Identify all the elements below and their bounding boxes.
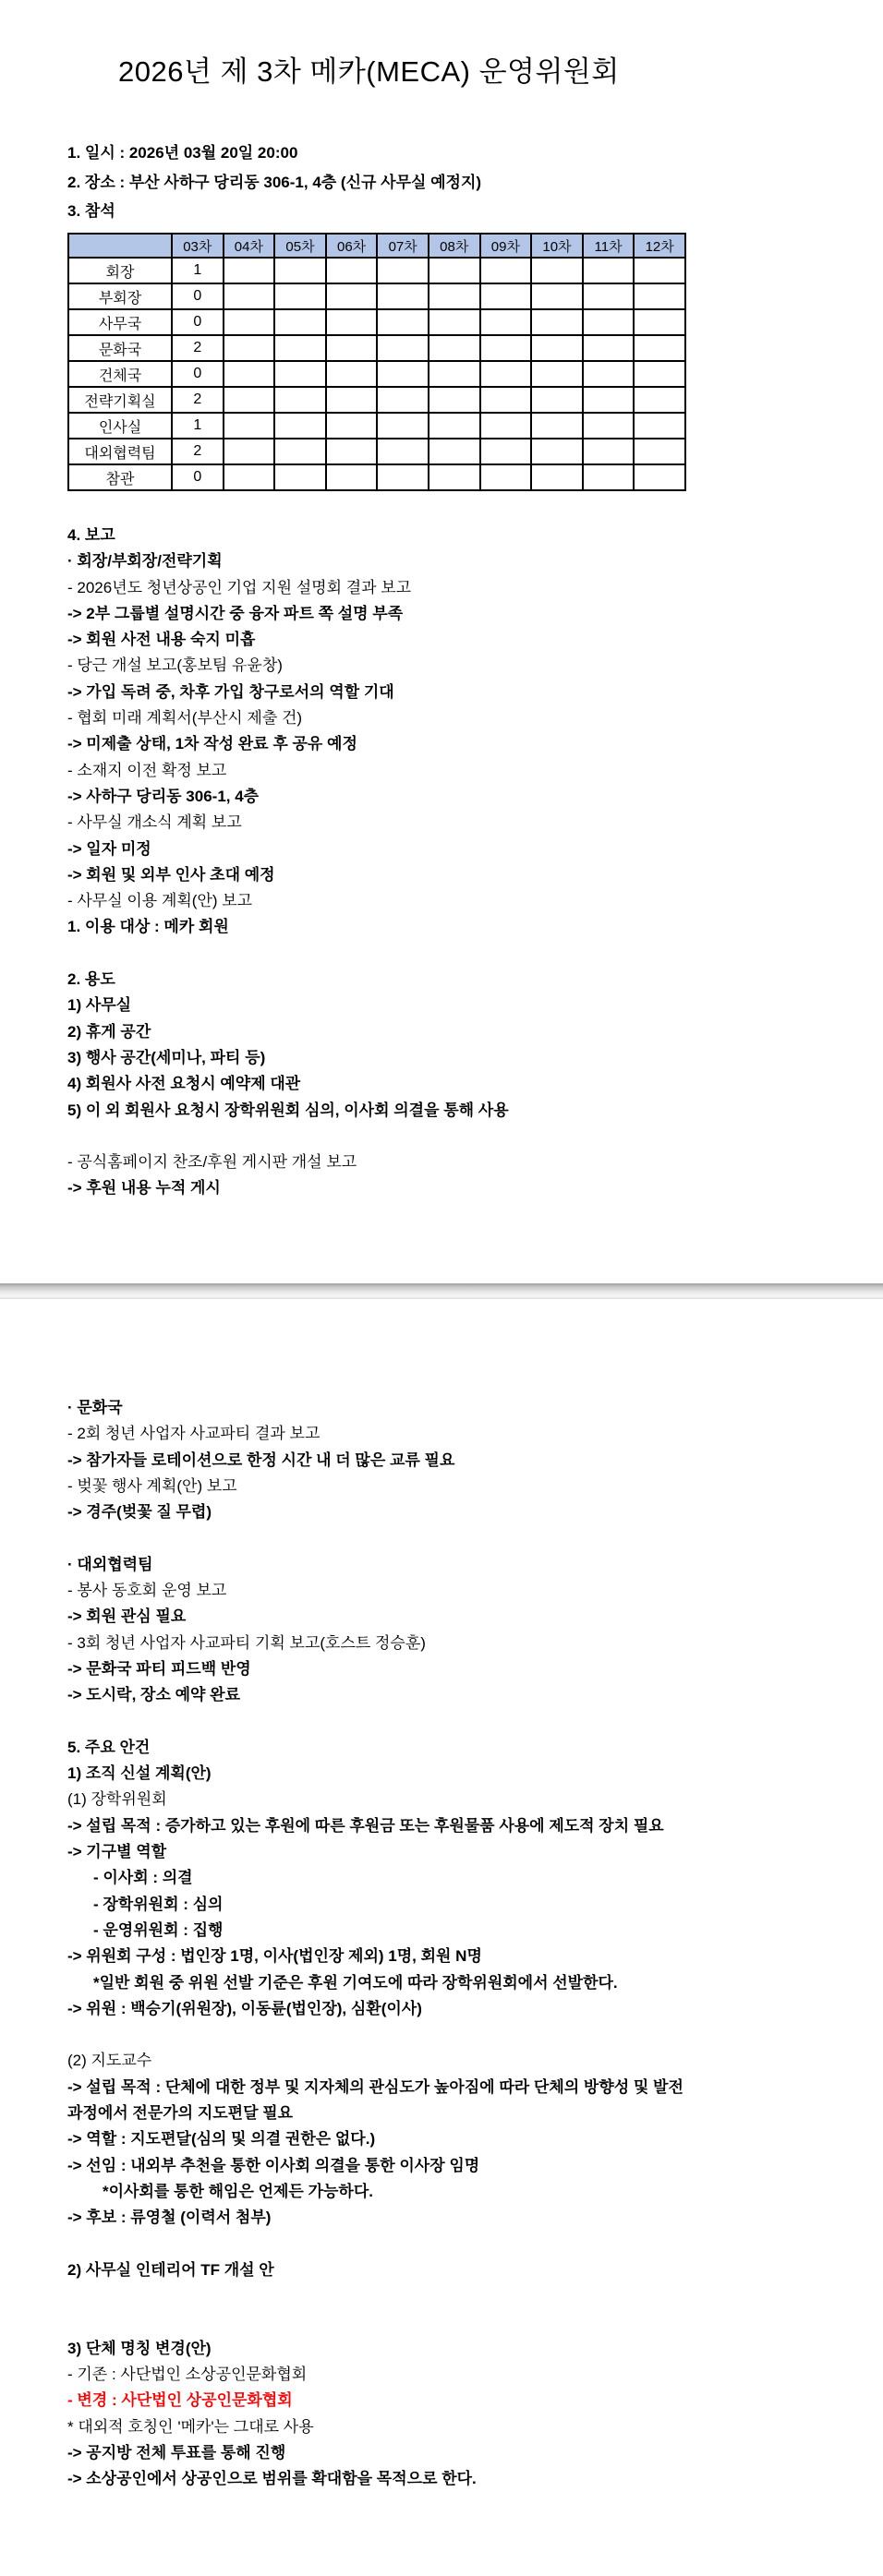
report-line: *일반 회원 중 위원 선발 기준은 후원 기여도에 따라 장학위원회에서 선발한다. xyxy=(93,1973,618,1992)
attendance-value-cell xyxy=(480,258,532,283)
attendance-header-cell: 09차 xyxy=(480,234,532,258)
attendance-value-cell xyxy=(583,283,635,309)
report-line: - 2회 청년 사업자 사교파티 결과 보고 xyxy=(67,1425,321,1443)
report-line: · 회장/부회장/전략기획 xyxy=(67,552,223,571)
attendance-value-cell xyxy=(326,335,378,361)
report-line: - 당근 개설 보고(홍보팀 유윤창) xyxy=(67,656,283,675)
attendance-value-cell xyxy=(531,258,583,283)
attendance-header-cell: 08차 xyxy=(429,234,480,258)
attendance-value-cell xyxy=(224,335,275,361)
attendance-value-cell xyxy=(274,335,326,361)
report-line: - 장학위원회 : 심의 xyxy=(93,1895,224,1913)
report-line: -> 역할 : 지도편달(심의 및 의결 권한은 없다.) xyxy=(67,2130,376,2149)
report-line: - 사무실 이용 계획(안) 보고 xyxy=(67,892,253,910)
attendance-value-cell xyxy=(224,283,275,309)
attendance-header-cell: 12차 xyxy=(634,234,685,258)
report-line: -> 회원 관심 필요 xyxy=(67,1607,187,1626)
attendance-value-cell xyxy=(583,387,635,413)
attendance-value-cell xyxy=(326,387,378,413)
report-line: · 문화국 xyxy=(67,1399,123,1416)
attendance-value-cell: 2 xyxy=(172,439,224,464)
attendance-value-cell xyxy=(634,387,685,413)
attendance-header-cell: 10차 xyxy=(531,234,583,258)
attendance-value-cell xyxy=(583,335,635,361)
attendance-value-cell xyxy=(377,258,429,283)
report-line: -> 회원 및 외부 인사 초대 예정 xyxy=(67,865,275,884)
attendance-value-cell xyxy=(274,439,326,464)
table-row xyxy=(68,387,685,413)
attendance-value-cell xyxy=(531,464,583,490)
report-line: -> 일자 미정 xyxy=(67,839,151,858)
report-line: (1) 장학위원회 xyxy=(67,1790,167,1809)
attendance-header-cell: 03차 xyxy=(172,234,224,258)
attendance-value-cell xyxy=(326,283,378,309)
report-line: - 이사회 : 의결 xyxy=(93,1869,193,1887)
row-label-cell: 참관 xyxy=(68,464,172,490)
attendance-value-cell xyxy=(531,309,583,335)
report-line: -> 설립 목적 : 단체에 대한 정부 및 지자체의 관심도가 높아짐에 따라 단체의 방향성 및 발전 xyxy=(67,2077,683,2096)
attendance-value-cell xyxy=(531,387,583,413)
blank-line xyxy=(67,1709,683,1735)
report-line: -> 참가자들 로테이션으로 한정 시간 내 더 많은 교류 필요 xyxy=(67,1451,455,1469)
table-row xyxy=(68,283,685,309)
report-line: -> 회원 사전 내용 숙지 미흡 xyxy=(67,631,256,649)
report-line: 2) 휴게 공간 xyxy=(67,1022,151,1041)
attendance-value-cell xyxy=(326,464,378,490)
attendance-value-cell xyxy=(274,387,326,413)
attendance-value-cell xyxy=(634,361,685,387)
attendance-value-cell xyxy=(429,413,480,439)
report-line: 과정에서 전문가의 지도편달 필요 xyxy=(67,2104,294,2123)
attendance-value-cell xyxy=(274,258,326,283)
attendance-value-cell: 1 xyxy=(172,258,224,283)
row-label-cell: 전략기획실 xyxy=(68,387,172,413)
attendance-value-cell: 0 xyxy=(172,283,224,309)
blank-line xyxy=(67,2283,683,2309)
attendance-value-cell: 2 xyxy=(172,335,224,361)
attendance-value-cell xyxy=(429,464,480,490)
table-row xyxy=(68,464,685,490)
attendance-value-cell xyxy=(224,439,275,464)
attendance-value-cell xyxy=(531,439,583,464)
row-label-cell: 문화국 xyxy=(68,335,172,361)
report-line: -> 사하구 당리동 306-1, 4층 xyxy=(67,787,260,805)
attendance-value-cell xyxy=(377,464,429,490)
attendance-value-cell: 0 xyxy=(172,309,224,335)
attendance-value-cell xyxy=(326,413,378,439)
report-line: 4. 보고 xyxy=(67,526,115,544)
attendance-value-cell xyxy=(326,309,378,335)
attendance-value-cell xyxy=(429,258,480,283)
attendance-header-cell: 05차 xyxy=(274,234,326,258)
table-row xyxy=(68,258,685,283)
attendance-value-cell xyxy=(429,309,480,335)
attendance-value-cell xyxy=(480,309,532,335)
attendance-value-cell xyxy=(377,335,429,361)
attendance-value-cell xyxy=(634,439,685,464)
report-line: -> 가입 독려 중, 차후 가입 창구로서의 역할 기대 xyxy=(67,682,394,701)
attendance-value-cell xyxy=(634,464,685,490)
report-line: 1. 이용 대상 : 메카 회원 xyxy=(67,918,229,936)
attendance-value-cell: 2 xyxy=(172,387,224,413)
report-line: - 봉사 동호회 운영 보고 xyxy=(67,1582,227,1600)
row-label-cell: 회장 xyxy=(68,258,172,283)
report-line: 1) 조직 신설 계획(안) xyxy=(67,1764,212,1783)
attendance-value-cell xyxy=(583,361,635,387)
attendance-value-cell xyxy=(377,413,429,439)
attendance-value-cell xyxy=(274,361,326,387)
attendance-value-cell xyxy=(224,258,275,283)
report-line: * 대외적 호칭인 '메카'는 그대로 사용 xyxy=(67,2417,314,2436)
attendance-value-cell xyxy=(583,413,635,439)
row-label-cell: 건체국 xyxy=(68,361,172,387)
attendance-body xyxy=(68,258,685,490)
meta-line: 3. 참석 xyxy=(67,202,115,220)
report-line: -> 설립 목적 : 증가하고 있는 후원에 따른 후원금 또는 후원물품 사용에 제도적 장치 필요 xyxy=(67,1816,664,1835)
attendance-value-cell xyxy=(531,361,583,387)
meta-line: 1. 일시 : 2026년 03월 20일 20:00 xyxy=(67,144,298,162)
page-break-separator xyxy=(0,1283,883,1299)
report-line: -> 2부 그룹별 설명시간 중 융자 파트 쪽 설명 부족 xyxy=(67,604,404,622)
attendance-value-cell xyxy=(274,413,326,439)
attendance-value-cell xyxy=(224,309,275,335)
attendance-value-cell xyxy=(377,309,429,335)
attendance-value-cell xyxy=(429,387,480,413)
report-line: 4) 회원사 사전 요청시 예약제 대관 xyxy=(67,1075,301,1093)
attendance-value-cell xyxy=(326,258,378,283)
table-row xyxy=(68,413,685,439)
attendance-value-cell xyxy=(326,439,378,464)
attendance-value-cell xyxy=(634,283,685,309)
attendance-value-cell xyxy=(274,283,326,309)
attendance-value-cell xyxy=(377,361,429,387)
report-line: *이사회를 통한 해임은 언제든 가능하다. xyxy=(103,2182,373,2200)
attendance-value-cell xyxy=(480,335,532,361)
report-line: -> 도시락, 장소 예약 완료 xyxy=(67,1686,241,1704)
report-line: - 기존 : 사단법인 소상공인문화협회 xyxy=(67,2365,308,2383)
report-line: 2. 용도 xyxy=(67,970,115,989)
attendance-value-cell: 0 xyxy=(172,464,224,490)
attendance-value-cell xyxy=(531,283,583,309)
attendance-value-cell xyxy=(480,361,532,387)
report-line: - 2026년도 청년상공인 기업 지원 설명회 결과 보고 xyxy=(67,578,412,596)
attendance-value-cell xyxy=(377,387,429,413)
page-title: 2026년 제 3차 메카(MECA) 운영위원회 xyxy=(118,55,620,88)
row-label-cell: 부회장 xyxy=(68,283,172,309)
report-line: 2) 사무실 인테리어 TF 개설 안 xyxy=(67,2260,274,2279)
report-line: - 공식홈페이지 찬조/후원 게시판 개설 보고 xyxy=(67,1153,357,1172)
table-row xyxy=(68,439,685,464)
attendance-value-cell xyxy=(634,413,685,439)
report-line: - 벚꽃 행사 계획(안) 보고 xyxy=(67,1476,237,1495)
report-line: - 사무실 개소식 계획 보고 xyxy=(67,813,242,832)
attendance-value-cell xyxy=(480,464,532,490)
report-section-page2 xyxy=(67,1395,683,2492)
report-line: -> 후원 내용 누적 게시 xyxy=(67,1179,221,1198)
report-line: · 대외협력팀 xyxy=(67,1555,153,1573)
attendance-value-cell xyxy=(583,309,635,335)
attendance-value-cell xyxy=(480,413,532,439)
attendance-value-cell xyxy=(531,413,583,439)
report-line: 5) 이 외 회원사 요청시 장학위원회 심의, 이사회 의결을 통해 사용 xyxy=(67,1101,509,1119)
meeting-meta xyxy=(67,138,481,226)
meta-line: 2. 장소 : 부산 사하구 당리동 306-1, 4층 (신규 사무실 예정지) xyxy=(67,173,482,191)
attendance-value-cell: 0 xyxy=(172,361,224,387)
attendance-value-cell xyxy=(634,335,685,361)
row-label-cell: 사무국 xyxy=(68,309,172,335)
attendance-header-cell: 11차 xyxy=(583,234,635,258)
row-label-cell: 인사실 xyxy=(68,413,172,439)
report-line: - 소재지 이전 확정 보고 xyxy=(67,761,227,779)
attendance-header-cell: 04차 xyxy=(224,234,275,258)
attendance-value-cell xyxy=(583,258,635,283)
attendance-value-cell xyxy=(429,283,480,309)
attendance-value-cell xyxy=(480,439,532,464)
blank-line xyxy=(67,1124,509,1150)
report-line: -> 공지방 전체 투표를 통해 진행 xyxy=(67,2443,286,2462)
attendance-value-cell xyxy=(480,387,532,413)
attendance-value-cell xyxy=(224,413,275,439)
report-line: 3) 행사 공간(세미나, 파티 등) xyxy=(67,1048,266,1066)
report-line: -> 선임 : 내외부 추천을 통한 이사회 의결을 통한 이사장 임명 xyxy=(67,2156,480,2174)
report-section-page1 xyxy=(67,523,509,1202)
blank-line xyxy=(67,2232,683,2257)
report-line: 1) 사무실 xyxy=(67,996,132,1015)
row-label-cell: 대외협력팀 xyxy=(68,439,172,464)
report-line: 5. 주요 안건 xyxy=(67,1738,151,1756)
report-line: -> 소상공인에서 상공인으로 범위를 확대함을 목적으로 한다. xyxy=(67,2470,477,2488)
attendance-value-cell xyxy=(480,283,532,309)
report-line: -> 위원 : 백승기(위원장), 이동륜(법인장), 심환(이사) xyxy=(67,1999,422,2017)
attendance-value-cell xyxy=(224,464,275,490)
report-line: -> 문화국 파티 피드백 반영 xyxy=(67,1659,251,1678)
attendance-header-cell: 07차 xyxy=(377,234,429,258)
table-row xyxy=(68,309,685,335)
report-line: - 변경 : 사단법인 상공인문화협회 xyxy=(67,2391,293,2410)
attendance-value-cell xyxy=(326,361,378,387)
blank-line xyxy=(67,2022,683,2048)
attendance-header-cell: 06차 xyxy=(326,234,378,258)
blank-line xyxy=(67,941,509,967)
table-row xyxy=(68,361,685,387)
blank-line xyxy=(67,2309,683,2335)
attendance-value-cell xyxy=(274,464,326,490)
attendance-corner-cell xyxy=(68,234,172,258)
report-line: - 3회 청년 사업자 사교파티 기획 보고(호스트 정승훈) xyxy=(67,1633,426,1652)
report-line: - 협회 미래 계획서(부산시 제출 건) xyxy=(67,709,303,728)
attendance-value-cell xyxy=(224,387,275,413)
attendance-value-cell xyxy=(634,258,685,283)
attendance-value-cell xyxy=(634,309,685,335)
report-line: -> 후보 : 류영철 (이력서 첨부) xyxy=(67,2209,272,2227)
attendance-table xyxy=(67,233,686,491)
report-line: -> 기구별 역할 xyxy=(67,1843,167,1861)
attendance-value-cell xyxy=(377,439,429,464)
attendance-value-cell xyxy=(583,439,635,464)
table-row xyxy=(68,335,685,361)
attendance-value-cell xyxy=(429,439,480,464)
attendance-value-cell xyxy=(429,361,480,387)
attendance-value-cell xyxy=(274,309,326,335)
attendance-value-cell xyxy=(531,335,583,361)
blank-line xyxy=(67,1525,683,1551)
attendance-value-cell xyxy=(377,283,429,309)
attendance-header-row xyxy=(68,234,685,258)
report-line: - 운영위원회 : 집행 xyxy=(93,1920,224,1939)
attendance-value-cell: 1 xyxy=(172,413,224,439)
report-line: -> 경주(벚꽃 질 무렵) xyxy=(67,1503,212,1522)
attendance-value-cell xyxy=(224,361,275,387)
attendance-value-cell xyxy=(429,335,480,361)
report-line: -> 위원회 구성 : 법인장 1명, 이사(법인장 제외) 1명, 회원 N명 xyxy=(67,1947,482,1966)
report-line: -> 미제출 상태, 1차 작성 완료 후 공유 예정 xyxy=(67,735,357,753)
attendance-value-cell xyxy=(583,464,635,490)
report-line: 3) 단체 명칭 변경(안) xyxy=(67,2339,212,2357)
report-line: (2) 지도교수 xyxy=(67,2052,152,2070)
